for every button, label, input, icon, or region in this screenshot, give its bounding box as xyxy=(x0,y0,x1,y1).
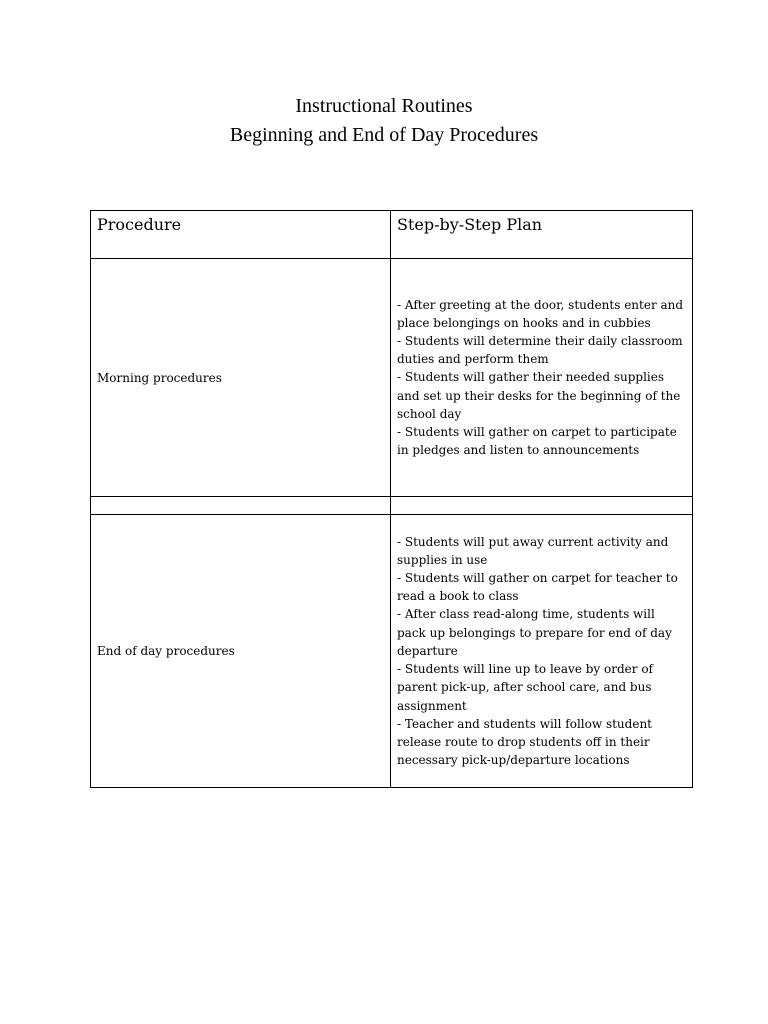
procedures-table xyxy=(90,210,693,788)
step-item: - Students will put away current activity and supplies in use xyxy=(397,534,669,567)
title-line-2: Beginning and End of Day Procedures xyxy=(229,124,539,146)
step-item: - After greeting at the door, students enter and place belongings on hooks and in cubbies xyxy=(397,297,684,330)
procedure-name: Morning procedures xyxy=(91,259,391,497)
step-plan-cell xyxy=(391,515,693,788)
header-procedure: Procedure xyxy=(91,211,391,259)
empty-cell xyxy=(391,497,693,515)
step-item: - Students will line up to leave by order of parent pick-up, after school care, and bus assignment xyxy=(397,662,653,713)
step-item: - Students will determine their daily classroom duties and perform them xyxy=(397,333,683,367)
step-item: - Students will gather on carpet to participate in pledges and listen to announcements xyxy=(397,425,677,458)
step-plan-cell xyxy=(391,259,693,497)
step-item: - Students will gather their needed supplies and set up their desks for the beginning of the school day xyxy=(397,370,681,421)
header-step-by-step-plan: Step-by-Step Plan xyxy=(391,211,693,259)
step-item: - Students will gather on carpet for teacher to read a book to class xyxy=(397,571,678,604)
empty-cell xyxy=(91,497,391,515)
procedure-name: End of day procedures xyxy=(91,515,391,788)
table-row-end-of-day xyxy=(91,515,693,788)
step-item: - After class read-along time, students will pack up belongings to prepare for end of day departure xyxy=(397,607,672,658)
table-row-morning xyxy=(91,259,693,497)
table-spacer-row xyxy=(91,497,693,515)
step-item: - Teacher and students will follow student release route to drop students off in their necessary pick-up/departure locations xyxy=(397,716,652,768)
document-title xyxy=(0,92,768,150)
title-line-1: Instructional Routines xyxy=(295,95,473,117)
table-header-row xyxy=(91,211,693,259)
